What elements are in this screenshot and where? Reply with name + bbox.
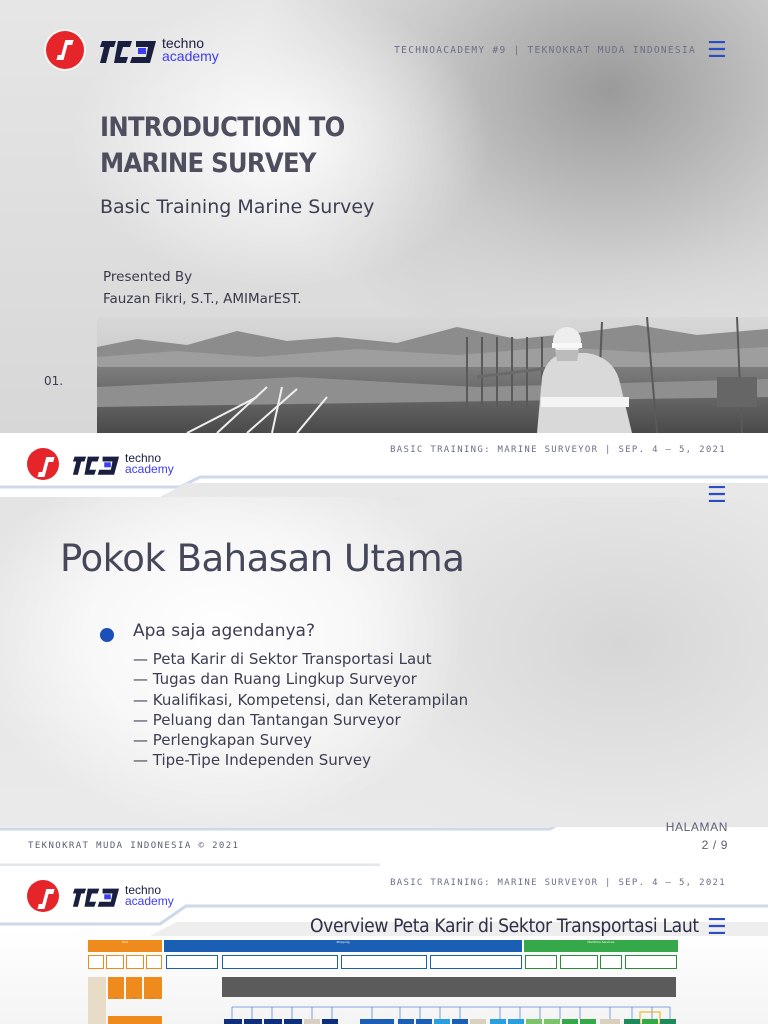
presented-by-label: Presented By: [103, 269, 193, 285]
agenda-item: — Kualifikasi, Kompetensi, dan Keterampilan: [133, 690, 469, 709]
brand-logo: [27, 448, 174, 480]
chart-cell: [166, 955, 218, 969]
chart-role-box: [642, 1019, 658, 1024]
chart-role-box: [624, 1019, 640, 1024]
page-label: HALAMAN: [665, 820, 728, 834]
brand-text-line2: academy: [162, 48, 219, 64]
chart-role-box: [600, 1019, 620, 1024]
agenda-item: — Perlengkapan Survey: [133, 731, 312, 750]
slide-title-heading: Overview Peta Karir di Sektor Transportasi Laut: [310, 916, 699, 937]
chart-role-box: [452, 1019, 468, 1024]
brand-text-line2: academy: [125, 894, 174, 908]
slide-title: [0, 0, 768, 433]
chart-role-box: [526, 1019, 542, 1024]
chart-header-maritime-services: Maritime Services: [524, 940, 678, 952]
presentation-title: [100, 110, 345, 182]
teknokrat-logo-icon: [27, 448, 59, 480]
slide-title-heading: Pokok Bahasan Utama: [60, 537, 465, 580]
chart-role-box: [264, 1019, 282, 1024]
chart-role-box: [304, 1019, 320, 1024]
chart-role-box: [562, 1019, 578, 1024]
page-value: 2 / 9: [701, 838, 728, 852]
menu-icon[interactable]: ☰: [707, 915, 727, 940]
agenda-list: [133, 649, 468, 771]
chart-cell: [430, 955, 522, 969]
chart-header-shipping: Shipping: [164, 940, 522, 952]
agenda-item: — Peluang dan Tantangan Surveyor: [133, 710, 401, 729]
chart-port-column: [144, 977, 162, 999]
presenter-block: [103, 266, 302, 310]
brand-text-line2: academy: [125, 462, 174, 476]
bullet-dot-icon: [100, 628, 114, 642]
page-indicator: [666, 818, 728, 854]
slide-agenda: [0, 433, 768, 866]
chart-port-column: [108, 977, 124, 999]
brand-text-line1: techno: [162, 35, 205, 52]
chart-role-box: [490, 1019, 506, 1024]
chart-cell: [106, 955, 124, 969]
presenter-name: Fauzan Fikri, S.T., AMIMarEST.: [103, 291, 302, 307]
brand-logo: [27, 880, 174, 912]
chart-header-port: Port: [88, 940, 162, 952]
chart-role-box: [660, 1019, 676, 1024]
menu-icon[interactable]: ☰: [707, 38, 727, 63]
title-line-2: MARINE SURVEY: [100, 148, 316, 179]
presentation-subtitle: Basic Training Marine Survey: [100, 196, 375, 218]
chart-role-box: [508, 1019, 524, 1024]
chart-cell: [126, 955, 144, 969]
agenda-item: — Peta Karir di Sektor Transportasi Laut: [133, 650, 432, 668]
tca-logo-icon: [71, 882, 121, 910]
chart-cell: [560, 955, 598, 969]
brand-text-line1: techno: [125, 451, 162, 466]
chart-role-box: [544, 1019, 560, 1024]
agenda-item: — Tugas dan Ruang Lingkup Surveyor: [133, 670, 417, 689]
chart-cell: [146, 955, 162, 969]
chart-cell: [341, 955, 427, 969]
brand-text-line1: techno: [125, 883, 162, 898]
menu-icon[interactable]: ☰: [707, 483, 727, 508]
brand-logo: [46, 31, 219, 69]
chart-role-box: [322, 1019, 338, 1024]
footer-copyright: TEKNOKRAT MUDA INDONESIA © 2021: [28, 841, 240, 851]
title-line-1: INTRODUCTION TO: [100, 112, 345, 143]
surveyor-site-photo: [97, 317, 768, 433]
agenda-question: Apa saja agendanya?: [133, 621, 315, 641]
chart-role-box: [580, 1019, 596, 1024]
chart-role-box: [416, 1019, 432, 1024]
chart-role-box: [470, 1019, 486, 1024]
chart-cell: [600, 955, 622, 969]
tca-logo-icon: [71, 450, 121, 478]
chart-role-box: [244, 1019, 262, 1024]
chart-role-box: [224, 1019, 242, 1024]
chart-port-column: [126, 977, 142, 999]
slide-career-map: [0, 866, 768, 1024]
chart-cell: [222, 955, 338, 969]
chart-cell: [88, 955, 104, 969]
chart-cell: [625, 955, 677, 969]
teknokrat-logo-icon: [46, 31, 84, 69]
teknokrat-logo-icon: [27, 880, 59, 912]
tca-logo-icon: [98, 33, 158, 67]
chart-role-box: [360, 1019, 394, 1024]
header-meta: BASIC TRAINING: MARINE SURVEYOR | SEP. 4 – 5, 2021: [390, 878, 726, 888]
header-meta: TECHNOACADEMY #9 | TEKNOKRAT MUDA INDONESIA: [394, 45, 696, 56]
agenda-item: — Tipe-Tipe Independen Survey: [133, 751, 371, 770]
chart-role-box: [398, 1019, 414, 1024]
slide-number: 01.: [44, 374, 64, 388]
chart-cell: [525, 955, 557, 969]
header-meta: BASIC TRAINING: MARINE SURVEYOR | SEP. 4 – 5, 2021: [390, 445, 726, 455]
chart-role-box: [284, 1019, 302, 1024]
chart-role-box: [434, 1019, 450, 1024]
chart-management-bar: [222, 977, 676, 997]
